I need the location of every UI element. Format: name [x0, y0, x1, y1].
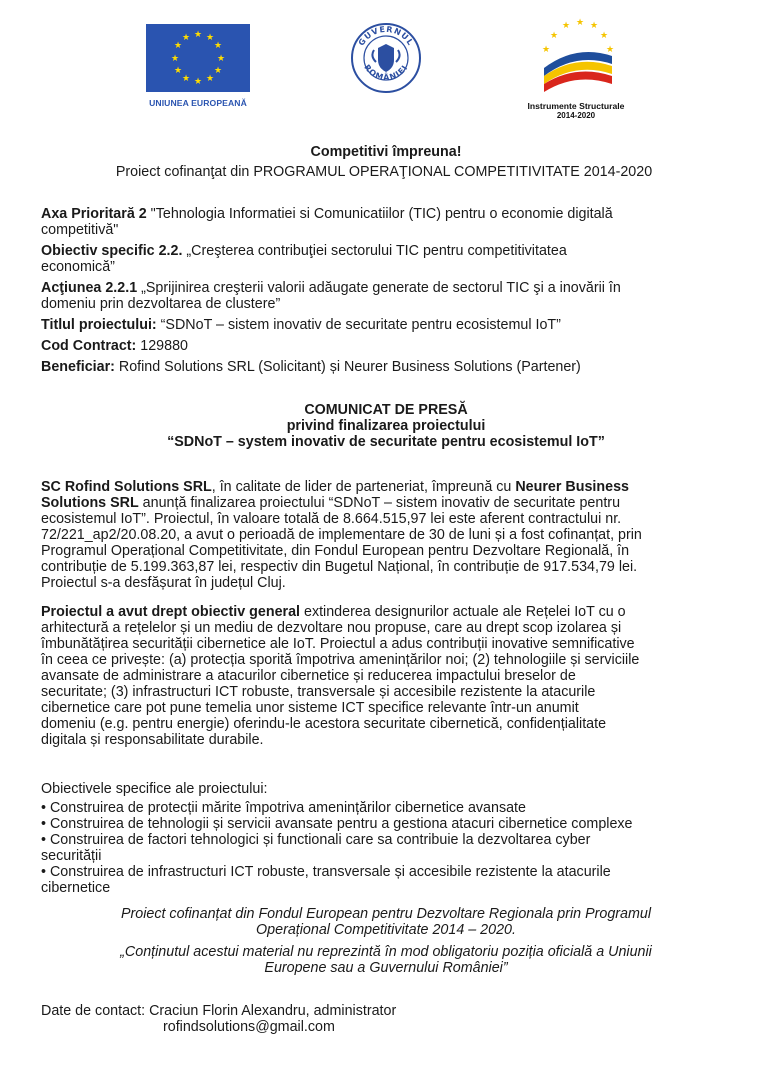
actiune-line-1: Acţiunea 2.2.1 „Sprijinirea creşterii valorii adăugate generate de sectorul TIC şi a inovării în: [41, 280, 621, 296]
p2-line-9: digitala și responsabilitate durabile.: [41, 732, 264, 748]
p2-line-2: arhitectură a rețelelor și un mediu de dezvoltare nou propuse, care au drept scop izolarea și: [41, 620, 622, 636]
svg-text:★: ★: [562, 21, 571, 31]
svg-text:★: ★: [606, 45, 615, 55]
svg-text:★: ★: [590, 21, 599, 31]
p1-line-5: Programul Operațional Competitivitate, din Fondul European pentru Dezvoltare Regională, în: [41, 543, 630, 559]
p1-line-7: Proiectul s-a desfășurat în județul Cluj.: [41, 575, 286, 591]
eu-flag-icon: [146, 24, 250, 92]
objective-item-2: • Construirea de tehnologii și servicii avansate pentru a gestiona atacuri cibernetice complexe: [41, 816, 633, 832]
svg-text:★: ★: [193, 77, 203, 87]
svg-text:★: ★: [170, 54, 180, 64]
svg-text:★: ★: [193, 30, 203, 40]
axa-line-2: competitivă": [41, 222, 119, 238]
p2-line-7: cibernetice care pot pune temelia unor sisteme ICT specifice relevante într-un anumit: [41, 700, 579, 716]
beneficiar-line: Beneficiar: Rofind Solutions SRL (Solicitant) și Neurer Business Solutions (Partener): [41, 359, 581, 375]
eu-logo: [146, 24, 250, 110]
logo-bar: [0, 0, 768, 125]
axa-line-1: Axa Prioritară 2 "Tehnologia Informatiei si Comunicatiilor (TIC) pentru o economie digitală: [41, 206, 613, 222]
svg-text:★: ★: [213, 41, 223, 51]
objective-item-3-cont: securității: [41, 848, 102, 864]
p2-line-1: Proiectul a avut drept obiectiv general extinderea designurilor actuale ale Rețelei IoT cu o: [41, 604, 626, 620]
svg-text:★: ★: [216, 54, 226, 64]
is-caption-title: Instrumente Structurale: [527, 101, 625, 111]
disclaimer-note-1: „Conținutul acestui material nu reprezintă în mod obligatoriu poziția oficială a Uniunii: [120, 944, 652, 960]
svg-text:★: ★: [213, 66, 223, 76]
instrumente-structurale-logo: [520, 16, 632, 128]
svg-text:★: ★: [173, 66, 183, 76]
p1-line-2: Solutions SRL anunță finalizarea proiectului “SDNoT – sistem inovativ de securitate pentru: [41, 495, 621, 511]
objectives-list: [41, 781, 731, 896]
p2-line-6: securitate; (3) infrastructuri ICT robuste, transversale și accesibile rezistente la atacurile: [41, 684, 596, 700]
paragraph-objective: [41, 604, 731, 748]
svg-text:★: ★: [205, 33, 215, 43]
press-title: [41, 402, 731, 450]
svg-text:★: ★: [205, 74, 215, 84]
p1-line-4: 72/221_ap2/20.08.20, a avut o perioadă de implementare de 30 de luni și a fost cofinanțat, prin: [41, 527, 642, 543]
gov-ring-bottom: ROMÂNIEI: [362, 62, 410, 83]
p1-line-3: ecosistemul IoT”. Proiectul, în valoare totală de 8.664.515,97 lei este aferent contractului nr.: [41, 511, 622, 527]
svg-text:★: ★: [550, 31, 559, 41]
svg-text:★: ★: [181, 74, 191, 84]
disclaimer-note-2: Europene sau a Guvernului României”: [264, 960, 508, 976]
p1-line-6: contribuție de 5.199.363,87 lei, respectiv din Bugetul Național, în contribuție de 917.534,79 lei.: [41, 559, 638, 575]
obiectiv-line-2: economică”: [41, 259, 115, 275]
gov-ring-top: GUVERNUL: [356, 24, 416, 48]
press-title-3: “SDNoT – system inovativ de securitate pentru ecosistemul IoT”: [167, 434, 605, 450]
contact-block: [41, 1003, 731, 1035]
svg-text:★: ★: [576, 18, 585, 28]
svg-text:★: ★: [542, 45, 551, 55]
svg-text:★: ★: [181, 33, 191, 43]
p2-line-4: în ceea ce privește: (a) protecția sporită împotriva amenințărilor noi; (2) tehnologiile și serviciile: [41, 652, 640, 668]
cofinancing-note-2: Operațional Competitivitate 2014 – 2020.: [256, 922, 516, 938]
press-title-2: privind finalizarea proiectului: [286, 418, 486, 434]
program-line: Proiect cofinanţat din PROGRAMUL OPERAŢIONAL COMPETITIVITATE 2014-2020: [115, 164, 653, 180]
obiectiv-line-1: Obiectiv specific 2.2. „Creşterea contribuţiei sectorului TIC pentru competitivitatea: [41, 243, 567, 259]
is-caption-years: 2014-2020: [556, 111, 596, 120]
slogan: Competitivi împreuna!: [310, 144, 462, 160]
cod-line: Cod Contract: 129880: [41, 338, 188, 354]
cofinancing-note-1: Proiect cofinanțat din Fondul European pentru Dezvoltare Regionala prin Programul: [120, 906, 652, 922]
contact-email: rofindsolutions@gmail.com: [163, 1019, 335, 1035]
svg-text:★: ★: [600, 31, 609, 41]
government-seal-icon: [350, 22, 422, 94]
cofinancing-note: [41, 906, 731, 938]
objective-item-4: • Construirea de infrastructuri ICT robuste, transversale și accesibile rezistente la atacurile: [41, 864, 611, 880]
contact-line: Date de contact: Craciun Florin Alexandru, administrator: [41, 1003, 397, 1019]
paragraph-announcement: [41, 479, 731, 591]
objective-item-4-cont: cibernetice: [41, 880, 111, 896]
titlu-line: Titlul proiectului: “SDNoT – sistem inovativ de securitate pentru ecosistemul IoT”: [41, 317, 561, 333]
p1-line-1: SC Rofind Solutions SRL, în calitate de lider de parteneriat, împreună cu Neurer Business: [41, 479, 629, 495]
project-info: [41, 206, 731, 375]
p2-line-3: îmbunătățirea securității cibernetice ale IoT. Proiectul a adus contribuții inovative semnificative: [41, 636, 635, 652]
p2-line-5: avansate de administrare a atacurilor cibernetice și reducerea impactului breselor de: [41, 668, 576, 684]
disclaimer-note: [41, 944, 731, 976]
objective-item-1: • Construirea de protecții mărite împotriva amenințărilor cibernetice avansate: [41, 800, 526, 816]
eu-caption: UNIUNEA EUROPEANĂ: [149, 98, 247, 108]
svg-text:★: ★: [173, 41, 183, 51]
objective-item-3: • Construirea de factori tehnologici și functionali care sa contribuie la dezvoltarea cyber: [41, 832, 591, 848]
actiune-line-2: domeniu prin dezvoltarea de clustere”: [41, 296, 281, 312]
instrumente-structurale-icon: [520, 16, 632, 96]
objectives-heading: Obiectivele specifice ale proiectului:: [41, 781, 268, 797]
press-title-1: COMUNICAT DE PRESĂ: [304, 402, 468, 418]
p2-line-8: domeniu (e.g. pentru energie) oferindu-le acestora securitate cibernetică, confidențialitate: [41, 716, 607, 732]
